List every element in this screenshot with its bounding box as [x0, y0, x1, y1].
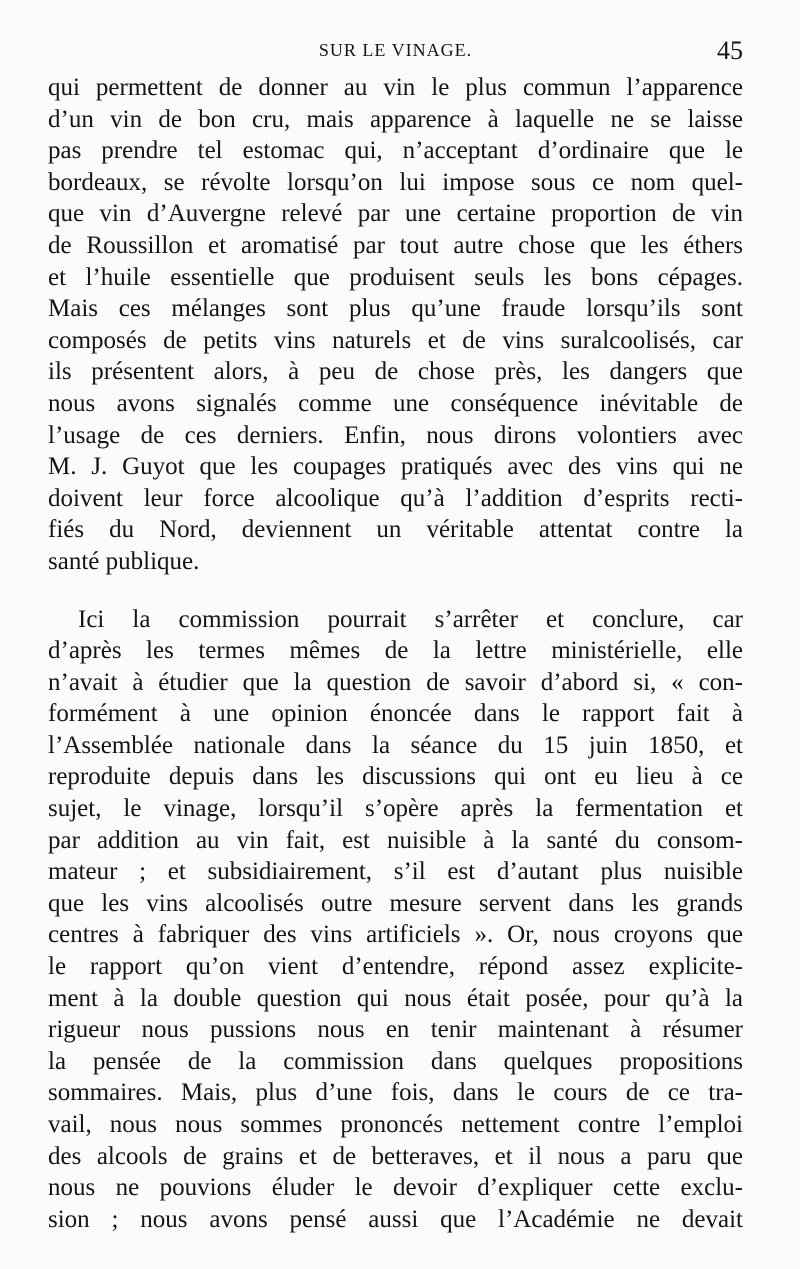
text-line: sujet, le vinage, lorsqu’il s’opère après la fermentation et	[48, 795, 743, 823]
text-line: et l’huile essentielle que produisent seuls les bons cépages.	[48, 263, 743, 291]
text-line: de Roussillon et aromatisé par tout autre chose que les éthers	[48, 231, 743, 259]
text-line: vail, nous nous sommes prononcés nettement contre l’emploi	[48, 1111, 743, 1138]
text-line: la pensée de la commission dans quelques propositions	[48, 1047, 743, 1075]
text-line: fiés du Nord, deviennent un véritable attentat contre la	[48, 516, 743, 544]
running-title: SUR LE VINAGE.	[318, 40, 473, 60]
text-line: que vin d’Auvergne relevé par une certaine proportion de vin	[48, 200, 743, 228]
text-line: sion ; nous avons pensé aussi que l’Académie ne devait	[48, 1205, 743, 1233]
text-line: nous ne pouvions éluder le devoir d’expliquer cette exclu-	[48, 1174, 743, 1202]
text-line: composés de petits vins naturels et de vins suralcoolisés, car	[48, 326, 743, 354]
text-line: rigueur nous pussions nous en tenir maintenant à résumer	[48, 1016, 743, 1044]
text-line: d’après les termes mêmes de la lettre ministérielle, elle	[48, 637, 743, 665]
text-line: formément à une opinion énoncée dans le rapport fait à	[48, 700, 743, 728]
text-line: l’usage de ces derniers. Enfin, nous dirons volontiers avec	[48, 421, 743, 449]
body-text	[48, 72, 743, 1235]
running-header	[48, 36, 743, 66]
text-line: d’un vin de bon cru, mais apparence à laquelle ne se laisse	[48, 105, 743, 133]
text-line: doivent leur force alcoolique qu’à l’addition d’esprits recti-	[48, 484, 743, 512]
text-line: reproduite depuis dans les discussions qui ont eu lieu à ce	[48, 763, 743, 791]
text-line: le rapport qu’on vient d’entendre, répond assez explicite-	[48, 953, 743, 981]
paragraph-1	[48, 72, 743, 578]
page-number: 45	[717, 36, 743, 65]
text-line: qui permettent de donner au vin le plus commun l’apparence	[48, 74, 743, 101]
paragraph-2	[48, 604, 743, 1236]
text-line: Ici la commission pourrait s’arrêter et conclure, car	[78, 605, 743, 633]
text-line: que les vins alcoolisés outre mesure servent dans les grands	[48, 889, 743, 917]
text-line: Mais ces mélanges sont plus qu’une fraude lorsqu’ils sont	[48, 295, 743, 323]
text-line: n’avait à étudier que la question de savoir d’abord si, « con-	[48, 668, 743, 696]
text-line: centres à fabriquer des vins artificiels ». Or, nous croyons que	[48, 921, 743, 949]
text-line: nous avons signalés comme une conséquence inévitable de	[48, 389, 743, 417]
text-line: l’Assemblée nationale dans la séance du 15 juin 1850, et	[48, 731, 743, 759]
text-line: pas prendre tel estomac qui, n’acceptant d’ordinaire que le	[48, 137, 743, 165]
text-line: M. J. Guyot que les coupages pratiqués avec des vins qui ne	[48, 453, 743, 481]
text-line: ils présentent alors, à peu de chose près, les dangers que	[48, 358, 743, 386]
text-line: mateur ; et subsidiairement, s’il est d’autant plus nuisible	[48, 858, 743, 886]
text-line: bordeaux, se révolte lorsqu’on lui impose sous ce nom quel-	[48, 168, 743, 196]
paragraph-spacer	[48, 578, 743, 604]
text-line: par addition au vin fait, est nuisible à la santé du consom-	[48, 826, 743, 854]
text-line: santé publique.	[48, 547, 200, 575]
text-line: des alcools de grains et de betteraves, et il nous a paru que	[48, 1142, 743, 1170]
text-line: sommaires. Mais, plus d’une fois, dans le cours de ce tra-	[48, 1079, 743, 1107]
text-line: ment à la double question qui nous était posée, pour qu’à la	[48, 984, 743, 1012]
